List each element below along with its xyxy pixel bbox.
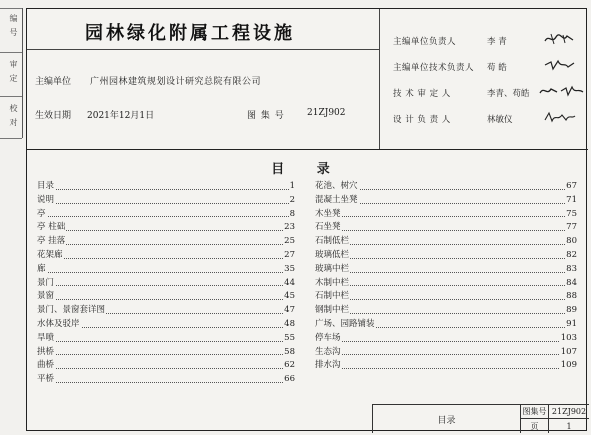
toc-entry-label: 亭 柱础: [37, 221, 66, 235]
toc-entry[interactable]: [315, 346, 577, 360]
toc-entry-page: 44: [283, 277, 295, 291]
toc-entry[interactable]: [315, 249, 577, 263]
toc-entry[interactable]: [315, 277, 577, 291]
toc-entry-label: 木制中栏: [315, 277, 350, 291]
toc-leader-dots: [37, 354, 295, 355]
toc-entry[interactable]: [37, 194, 295, 208]
toc-entry-page: 71: [565, 194, 577, 208]
title-block-atlas-label: 图集号: [521, 405, 549, 419]
toc-entry[interactable]: [37, 332, 295, 346]
toc-entry-label: 木坐凳: [315, 208, 342, 222]
date-label: 生效日期: [35, 111, 72, 121]
staff-role: 主编单位负责人: [393, 37, 457, 47]
toc-entry-page: 88: [565, 290, 577, 304]
toc-entry-label: 廊: [37, 263, 47, 277]
toc-leader-dots: [315, 368, 577, 369]
toc-leader-dots: [315, 299, 577, 300]
signature-image: [543, 58, 577, 72]
toc-entry-page: 25: [283, 235, 295, 249]
toc-entry-label: 石制中栏: [315, 290, 350, 304]
toc-leader-dots: [315, 313, 577, 314]
toc-column-right: [315, 180, 577, 373]
toc-entry-page: 84: [565, 277, 577, 291]
title-block-name: 目录: [373, 405, 521, 433]
binding-char: 定: [9, 74, 18, 82]
toc-entry-page: 35: [283, 263, 295, 277]
toc-entry[interactable]: [37, 304, 295, 318]
toc-entry-page: 77: [565, 221, 577, 235]
toc-entry-label: 说明: [37, 194, 55, 208]
title-block-atlas-value: 21ZJ902: [549, 405, 589, 419]
toc-entry-label: 玻璃中栏: [315, 263, 350, 277]
toc-entry[interactable]: [37, 235, 295, 249]
staff-name: 林敏仪: [487, 115, 513, 125]
toc-entry[interactable]: [37, 290, 295, 304]
toc-entry-page: 89: [565, 304, 577, 318]
toc-leader-dots: [37, 341, 295, 342]
toc-leader-dots: [315, 354, 577, 355]
toc-entry[interactable]: [315, 290, 577, 304]
toc-entry-page: 107: [560, 346, 577, 360]
toc-entry-label: 石制低栏: [315, 235, 350, 249]
signature-image: [543, 110, 577, 124]
toc-entry-page: 109: [560, 359, 577, 373]
toc-leader-dots: [315, 341, 577, 342]
toc-entry-label: 玻璃低栏: [315, 249, 350, 263]
toc-entry-page: 58: [283, 346, 295, 360]
title-block-page-label: 页: [521, 419, 549, 433]
toc-entry-label: 平桥: [37, 373, 55, 387]
toc-entry-page: 91: [565, 318, 577, 332]
toc-entry[interactable]: [315, 194, 577, 208]
toc-heading: 目 录: [271, 162, 344, 177]
toc-entry[interactable]: [315, 180, 577, 194]
toc-entry-page: 83: [565, 263, 577, 277]
drawing-sheet: [26, 8, 587, 431]
toc-entry-page: 103: [560, 332, 577, 346]
org-label: 主编单位: [35, 77, 72, 87]
document-title: 园林绿化附属工程设施: [85, 23, 295, 44]
toc-entry[interactable]: [37, 249, 295, 263]
toc-entry-page: 1: [289, 180, 295, 194]
binding-strip: [0, 8, 23, 138]
toc-entry[interactable]: [315, 263, 577, 277]
toc-leader-dots: [37, 285, 295, 286]
toc-leader-dots: [37, 189, 295, 190]
toc-leader-dots: [37, 203, 295, 204]
toc-entry[interactable]: [37, 318, 295, 332]
staff-name: 李青、苟皓: [487, 89, 530, 99]
toc-leader-dots: [37, 299, 295, 300]
toc-entry-page: 23: [283, 221, 295, 235]
header-divider: [27, 149, 588, 150]
staff-name: 李 青: [487, 37, 507, 47]
title-block-page-value: 1: [566, 421, 572, 431]
toc-entry-label: 亭: [37, 208, 47, 222]
toc-entry[interactable]: [315, 318, 577, 332]
toc-entry-page: 55: [283, 332, 295, 346]
toc-entry-label: 亭 挂落: [37, 235, 66, 249]
toc-leader-dots: [315, 216, 577, 217]
toc-entry-page: 66: [283, 373, 295, 387]
toc-entry[interactable]: [37, 346, 295, 360]
staff-role: 设 计 负 责 人: [393, 115, 451, 125]
toc-entry[interactable]: [37, 208, 295, 222]
title-block: [372, 404, 589, 433]
toc-entry-label: 混凝土坐凳: [315, 194, 359, 208]
staff-name: 苟 皓: [487, 63, 507, 73]
toc-entry-label: 拱桥: [37, 346, 55, 360]
toc-leader-dots: [37, 216, 295, 217]
toc-entry[interactable]: [37, 373, 295, 387]
toc-column-left: [37, 180, 295, 387]
binding-char: 对: [9, 118, 18, 126]
toc-entry[interactable]: [315, 208, 577, 222]
toc-entry-label: 景门: [37, 277, 55, 291]
toc-entry-page: 27: [283, 249, 295, 263]
toc-entry-page: 2: [289, 194, 295, 208]
title-divider: [27, 49, 379, 50]
toc-leader-dots: [37, 258, 295, 259]
toc-leader-dots: [315, 230, 577, 231]
org-name: 广州园林建筑规划设计研究总院有限公司: [90, 77, 262, 87]
toc-entry[interactable]: [37, 277, 295, 291]
toc-entry[interactable]: [37, 359, 295, 373]
atlas-number-value: 21ZJ902: [307, 108, 346, 118]
toc-entry[interactable]: [315, 332, 577, 346]
toc-leader-dots: [37, 244, 295, 245]
toc-entry-page: 80: [565, 235, 577, 249]
toc-leader-dots: [315, 272, 577, 273]
toc-leader-dots: [315, 285, 577, 286]
toc-leader-dots: [37, 368, 295, 369]
toc-entry-label: 广场、园路铺装: [315, 318, 376, 332]
toc-entry-label: 石坐凳: [315, 221, 342, 235]
toc-entry-page: 62: [283, 359, 295, 373]
toc-entry-label: 水体及驳岸: [37, 318, 81, 332]
signature-image: [539, 84, 585, 98]
staff-role: 技 术 审 定 人: [393, 89, 451, 99]
binding-char: 号: [9, 28, 18, 36]
toc-leader-dots: [315, 258, 577, 259]
header-info: [27, 9, 379, 149]
toc-entry-label: 目录: [37, 180, 55, 194]
toc-entry[interactable]: [315, 359, 577, 373]
toc-entry-label: 生态沟: [315, 346, 342, 360]
toc-entry[interactable]: [315, 304, 577, 318]
toc-entry[interactable]: [315, 235, 577, 249]
toc-entry[interactable]: [37, 180, 295, 194]
toc-entry[interactable]: [37, 221, 295, 235]
toc-entry-label: 曲桥: [37, 359, 55, 373]
toc-entry-label: 排水沟: [315, 359, 342, 373]
toc-entry-page: 82: [565, 249, 577, 263]
toc-entry-page: 75: [565, 208, 577, 222]
toc-entry[interactable]: [315, 221, 577, 235]
toc-entry-label: 景窗: [37, 290, 55, 304]
binding-char: 编: [9, 14, 18, 22]
toc-entry-label: 景门、景窗套详图: [37, 304, 106, 318]
staff-role: 主编单位技术负责人: [393, 63, 475, 73]
toc-leader-dots: [37, 272, 295, 273]
toc-entry-page: 47: [283, 304, 295, 318]
toc-entry-label: 花池、树穴: [315, 180, 359, 194]
toc-entry-page: 67: [565, 180, 577, 194]
atlas-number-label: 图 集 号: [247, 111, 285, 121]
toc-leader-dots: [37, 230, 295, 231]
binding-char: 审: [9, 60, 18, 68]
staff-panel: [379, 9, 589, 149]
toc-entry-label: 钢制中栏: [315, 304, 350, 318]
signature-image: [543, 32, 577, 46]
toc-entry-page: 48: [283, 318, 295, 332]
toc-entry[interactable]: [37, 263, 295, 277]
date-value: 2021年12月1日: [87, 111, 155, 121]
binding-char: 校: [9, 104, 18, 112]
toc-leader-dots: [315, 244, 577, 245]
toc-entry-label: 停车场: [315, 332, 342, 346]
toc-leader-dots: [37, 382, 295, 383]
toc-entry-page: 8: [289, 208, 295, 222]
toc-entry-label: 旱喷: [37, 332, 55, 346]
toc-entry-label: 花架廊: [37, 249, 64, 263]
toc-entry-page: 45: [283, 290, 295, 304]
